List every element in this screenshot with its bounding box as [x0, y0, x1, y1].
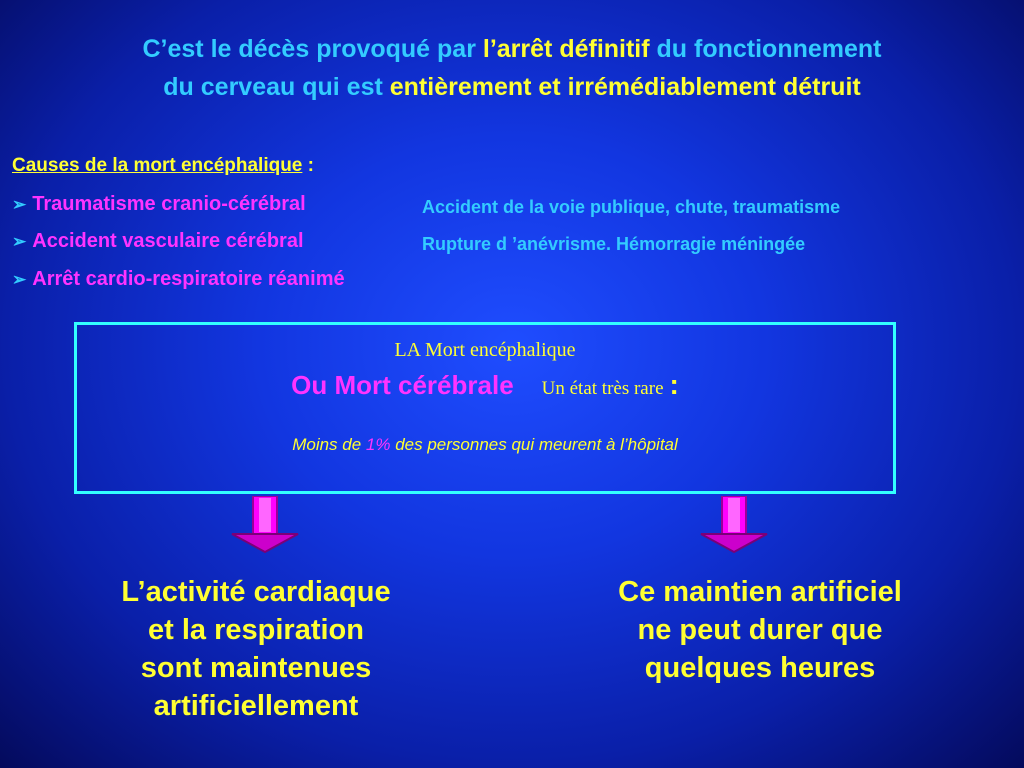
bottom-right-text — [580, 573, 940, 687]
definition-box — [74, 322, 896, 494]
bottom-left-line: L’activité cardiaque — [121, 576, 391, 608]
slide-title — [0, 30, 1024, 106]
bottom-left-line: et la respiration — [148, 614, 364, 646]
cause-detail: Rupture d ’anévrisme. Hémorragie méningée — [422, 234, 806, 254]
down-arrow-icon — [230, 496, 300, 554]
box-subheading-note: Un état très rare — [541, 378, 664, 399]
title-line-2 — [0, 68, 1024, 106]
box-subheading — [77, 369, 893, 401]
bottom-right-line: ne peut durer que — [637, 614, 883, 646]
box-statistic-text: des personnes qui meurent à l’hôpital — [390, 435, 678, 454]
cause-label: Traumatisme cranio-cérébral — [32, 193, 306, 215]
down-arrow-icon — [699, 496, 769, 554]
arrow-bullet-icon: ➢ — [12, 270, 27, 289]
cause-detail: Accident de la voie publique, chute, traumatisme — [422, 197, 841, 217]
arrow-bullet-icon: ➢ — [12, 232, 27, 251]
causes-heading-text: Causes de la mort encéphalique — [12, 155, 303, 176]
box-statistic-percent: 1% — [365, 435, 391, 454]
box-heading: LA Mort encéphalique — [394, 339, 576, 361]
title-text: du fonctionnement — [649, 35, 882, 63]
bottom-right-line: quelques heures — [644, 652, 876, 684]
title-text: C’est le décès provoqué par — [142, 35, 483, 63]
box-statistic — [77, 435, 893, 455]
title-highlight: entièrement et irrémédiablement détruit — [389, 73, 861, 101]
box-statistic-text: Moins de — [292, 435, 366, 454]
title-highlight: l’arrêt définitif — [482, 35, 650, 63]
bottom-left-line: artificiellement — [153, 690, 359, 722]
box-subheading-main: Ou Mort cérébrale — [291, 370, 514, 400]
bottom-right-line: Ce maintien artificiel — [618, 576, 902, 608]
cause-item — [12, 230, 304, 253]
bottom-left-text — [76, 573, 436, 725]
box-subheading-colon: : — [669, 369, 679, 400]
title-text: du cerveau qui est — [163, 73, 390, 101]
title-line-1 — [0, 30, 1024, 68]
bottom-left-line: sont maintenues — [140, 652, 372, 684]
causes-heading-colon: : — [302, 155, 314, 176]
arrow-bullet-icon: ➢ — [12, 195, 27, 214]
cause-label: Arrêt cardio-respiratoire réanimé — [32, 268, 345, 290]
cause-item — [12, 193, 306, 216]
cause-label: Accident vasculaire cérébral — [32, 230, 304, 252]
causes-heading — [12, 155, 1012, 177]
cause-item — [12, 268, 345, 291]
